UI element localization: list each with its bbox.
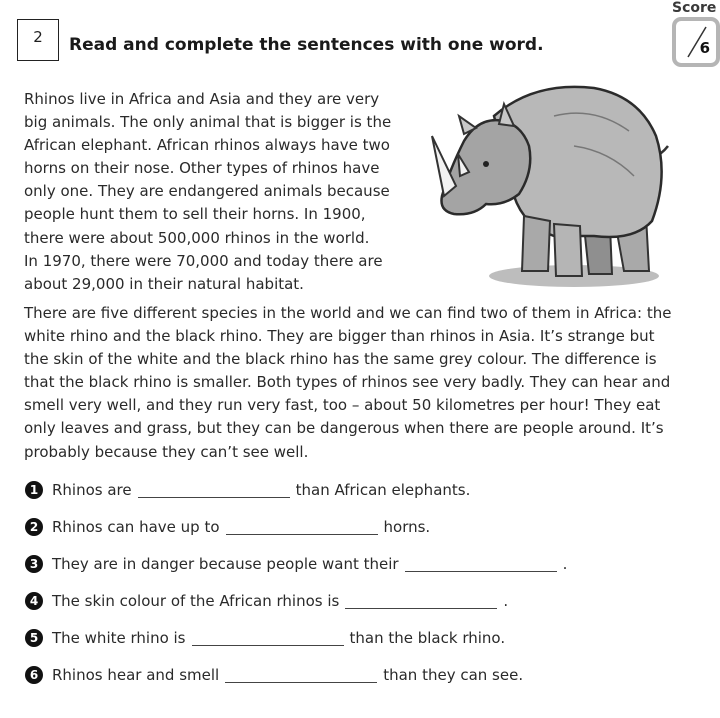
question-text-after: horns. <box>383 518 431 536</box>
passage-line: that the black rhino is smaller. Both types of rhinos see very badly. They can hear and <box>24 373 671 392</box>
question-number-badge: 6 <box>25 666 43 684</box>
passage-line: only leaves and grass, but they can be dangerous when there are people around. It’s <box>24 419 664 438</box>
passage-line: only one. They are endangered animals because <box>24 182 390 201</box>
passage-line: the skin of the white and the black rhino has the same grey colour. The difference is <box>24 350 657 369</box>
question-text-after: than the black rhino. <box>349 629 506 647</box>
question-text-before: The white rhino is <box>52 629 186 647</box>
answer-blank[interactable] <box>226 520 378 535</box>
task-number-box <box>17 19 59 61</box>
passage-line: smell very well, and they run very fast, too – about 50 kilometres per hour! They eat <box>24 396 661 415</box>
answer-blank[interactable] <box>345 594 497 609</box>
passage-line: big animals. The only animal that is bigger is the <box>24 113 392 132</box>
question-number-badge: 5 <box>25 629 43 647</box>
answer-blank[interactable] <box>405 557 557 572</box>
question-text-before: Rhinos hear and smell <box>52 666 220 684</box>
passage-line: there were about 500,000 rhinos in the world. <box>24 228 370 247</box>
passage-line: In 1970, there were 70,000 and today there are <box>24 251 383 270</box>
answer-blank[interactable] <box>138 483 290 498</box>
question-number-badge: 2 <box>25 518 43 536</box>
passage-line: probably because they can’t see well. <box>24 442 309 461</box>
instruction-heading: Read and complete the sentences with one word. <box>69 35 544 55</box>
score-slash-icon <box>676 21 716 63</box>
score-label: Score <box>672 0 717 16</box>
question-text-before: Rhinos can have up to <box>52 518 220 536</box>
passage-line: African elephant. African rhinos always have two <box>24 136 390 155</box>
passage-line: people hunt them to sell their horns. In 1900, <box>24 205 366 224</box>
question-number-badge: 1 <box>25 481 43 499</box>
question-text-before: The skin colour of the African rhinos is <box>52 592 340 610</box>
task-number: 2 <box>33 28 43 46</box>
passage-line: There are five different species in the world and we can find two of them in Africa: the <box>24 304 672 322</box>
question-number-badge: 3 <box>25 555 43 573</box>
passage-line: about 29,000 in their natural habitat. <box>24 274 304 293</box>
passage-line: horns on their nose. Other types of rhinos have <box>24 159 380 178</box>
question-text-after: than African elephants. <box>295 481 471 499</box>
passage-paragraph-2 <box>24 302 714 464</box>
answer-blank[interactable] <box>192 631 344 646</box>
question-item <box>25 592 508 610</box>
passage-paragraph-1 <box>24 88 424 296</box>
answer-blank[interactable] <box>225 668 377 683</box>
question-item <box>25 518 430 536</box>
passage-line: Rhinos live in Africa and Asia and they are very <box>24 90 380 108</box>
score-box <box>672 17 720 67</box>
question-number-badge: 4 <box>25 592 43 610</box>
question-text-after: than they can see. <box>383 666 524 684</box>
question-item <box>25 666 523 684</box>
question-text-before: They are in danger because people want their <box>52 555 399 573</box>
question-text-after: . <box>562 555 568 573</box>
question-item <box>25 481 470 499</box>
question-text-after: . <box>503 592 509 610</box>
question-item <box>25 555 567 573</box>
score-total: 6 <box>699 39 710 57</box>
question-text-before: Rhinos are <box>52 481 132 499</box>
question-item <box>25 629 505 647</box>
passage-line: white rhino and the black rhino. They are bigger than rhinos in Asia. It’s strange but <box>24 327 655 346</box>
rhino-illustration <box>424 76 674 291</box>
